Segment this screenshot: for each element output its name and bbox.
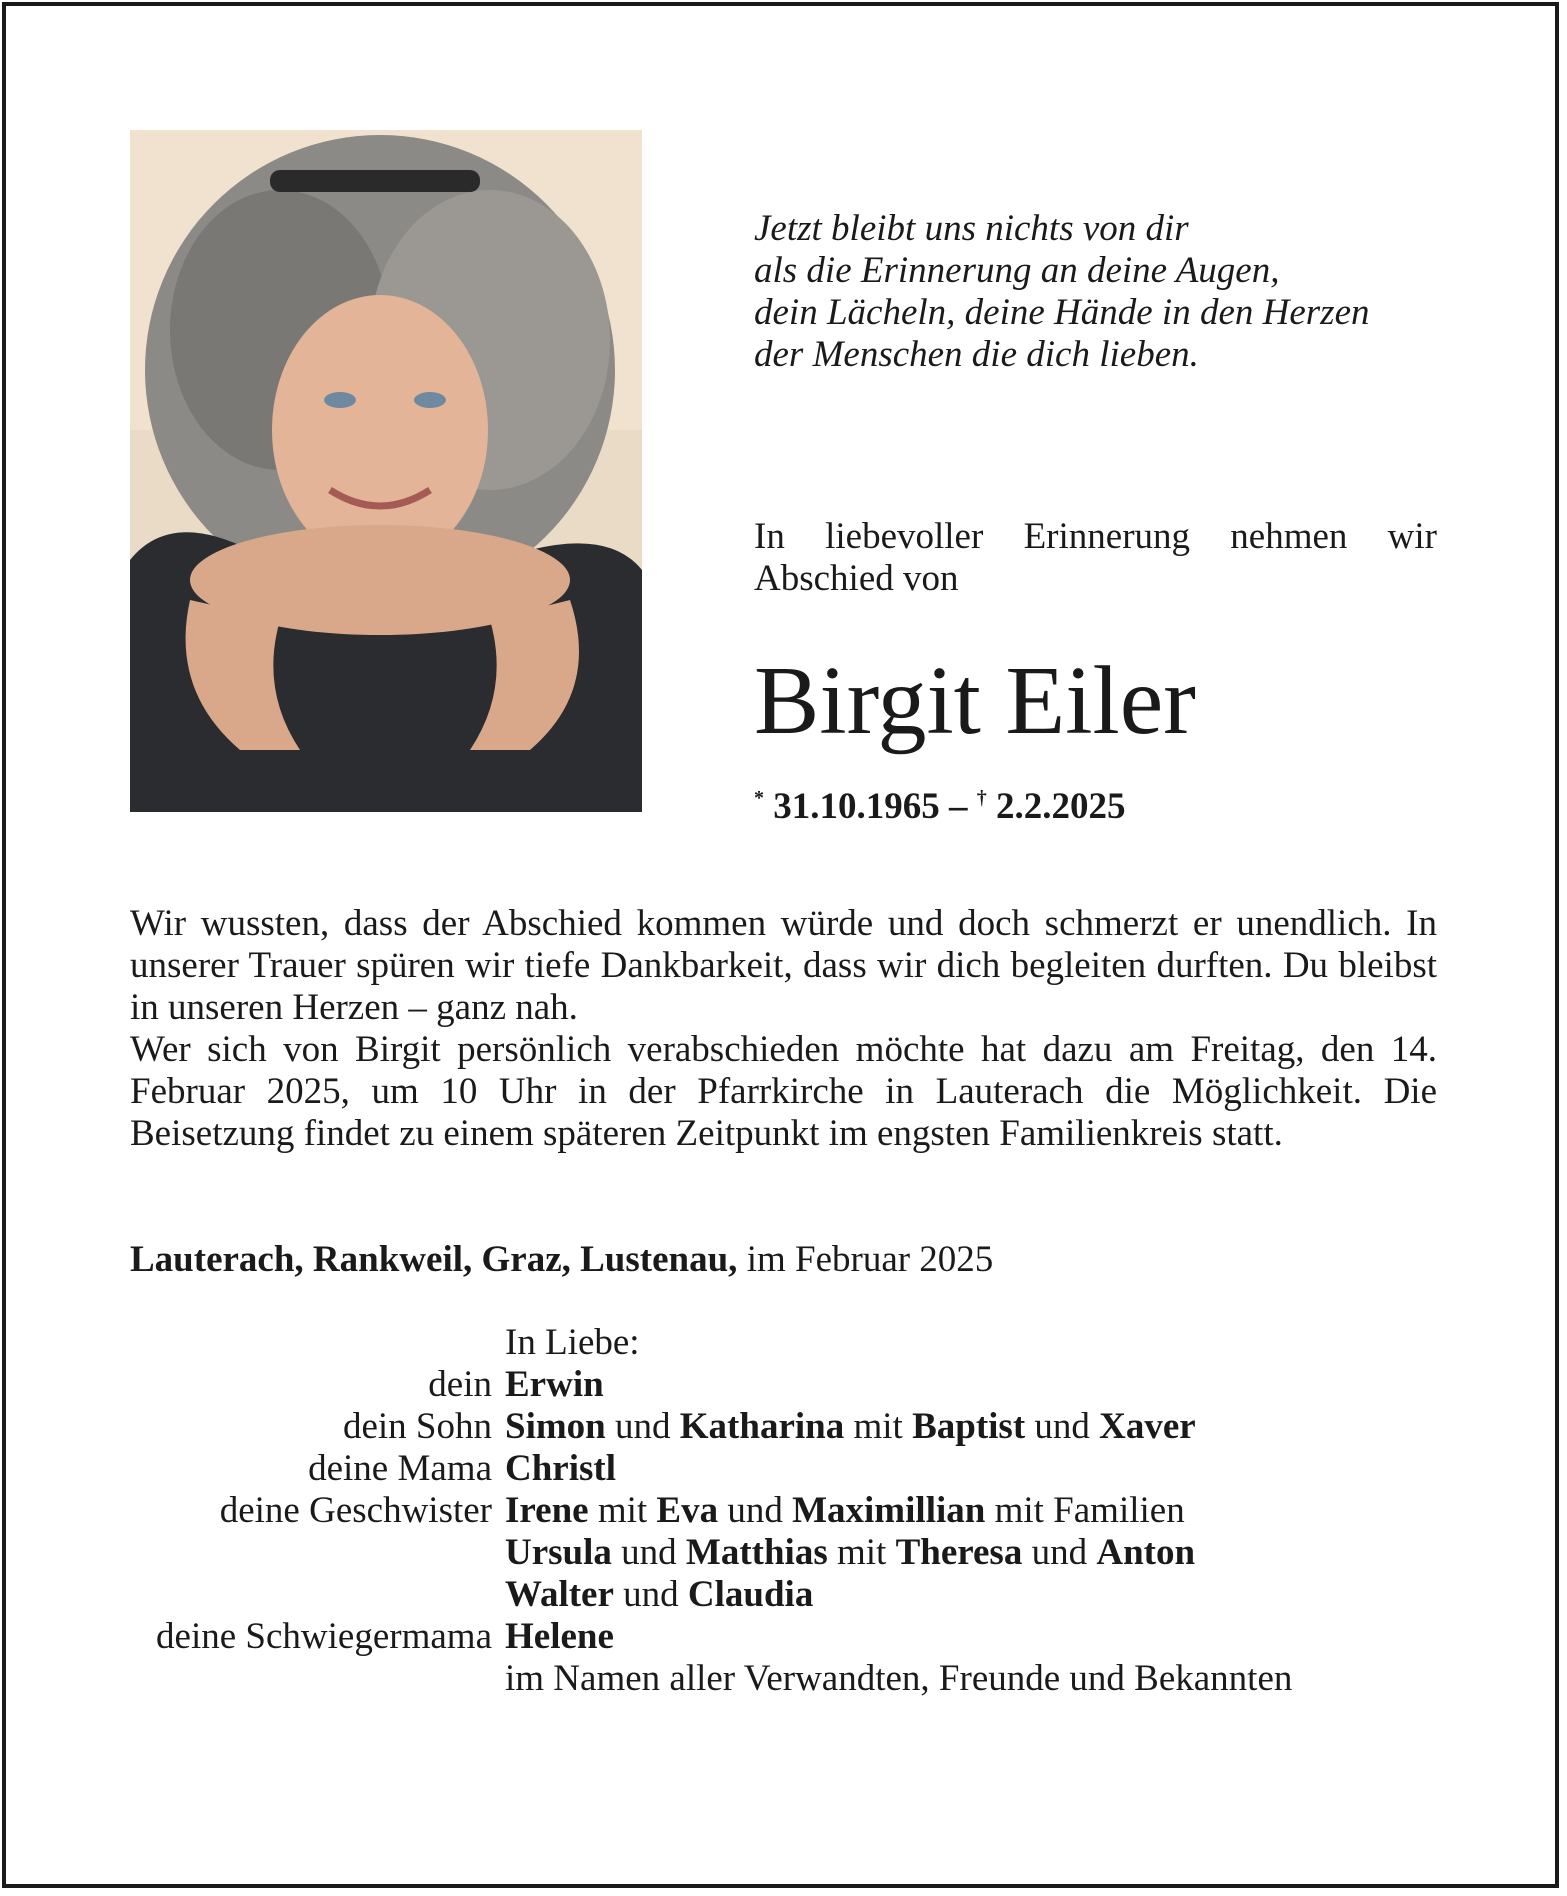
mourner-name: Ursula — [505, 1532, 612, 1573]
verse-line: als die Erinnerung an deine Augen, — [754, 250, 1280, 291]
mourner-row — [80, 1364, 1480, 1406]
mourner-connector: im Namen aller Verwandten, Freunde und Bekannten — [505, 1658, 1293, 1699]
date-separator: – — [949, 786, 968, 827]
mourner-name: Maximillian — [792, 1490, 986, 1531]
mourner-row — [80, 1406, 1480, 1448]
mourner-row — [80, 1490, 1480, 1532]
mourner-names — [505, 1364, 604, 1406]
death-date: 2.2.2025 — [996, 786, 1126, 827]
mourner-connector: mit — [827, 1532, 896, 1573]
place-and-date — [130, 1238, 993, 1282]
mourner-relation: deine Geschwister — [219, 1490, 492, 1531]
verse-line: Jetzt bleibt uns nichts von dir — [754, 208, 1189, 249]
mourner-connector: und — [718, 1490, 793, 1531]
mourner-relation — [80, 1532, 492, 1574]
mourner-relation: dein — [428, 1364, 492, 1405]
mourner-connector: und — [1025, 1406, 1100, 1447]
mourner-connector: und — [1022, 1532, 1097, 1573]
mourner-connector: mit — [844, 1406, 913, 1447]
body-paragraph: Wir wussten, dass der Abschied kommen würde und doch schmerzt er unendlich. In unserer Trauer spüren wir tiefe Dankbarkeit, dass wir dich begleiten durften. Du bleibst in unseren Herzen – ganz nah. — [130, 903, 1437, 1028]
portrait-photo — [130, 130, 642, 812]
mourner-connector: mit — [588, 1490, 657, 1531]
mourner-name: Baptist — [912, 1406, 1026, 1447]
obituary-body — [130, 903, 1437, 1155]
mourner-connector: und — [605, 1406, 680, 1447]
mourners-list — [80, 1322, 1480, 1700]
mourner-connector: mit Familien — [985, 1490, 1185, 1531]
place-date: im Februar 2025 — [746, 1239, 994, 1280]
mourner-relation: deine Mama — [308, 1448, 492, 1489]
birth-date: 31.10.1965 — [773, 786, 940, 827]
mourner-name: Katharina — [679, 1406, 845, 1447]
mourner-names — [505, 1658, 1292, 1700]
mourner-row — [80, 1616, 1480, 1658]
mourner-names — [505, 1490, 1185, 1532]
mourner-connector: und — [613, 1574, 688, 1615]
mourner-name: Erwin — [505, 1364, 604, 1405]
mourner-names — [505, 1532, 1195, 1574]
memorial-verse — [754, 208, 1474, 376]
mourner-row — [80, 1574, 1480, 1616]
mourner-name: Eva — [656, 1490, 719, 1531]
life-dates — [754, 776, 1126, 829]
intro-text: In liebevoller Erinnerung nehmen wir Abschied von — [754, 516, 1437, 599]
mourners-heading: In Liebe: — [505, 1322, 640, 1363]
mourner-name: Helene — [505, 1616, 614, 1657]
deceased-name: Birgit Eiler — [754, 647, 1196, 755]
mourner-relation — [80, 1574, 492, 1616]
mourner-names — [505, 1448, 616, 1490]
mourner-relation: deine Schwiegermama — [156, 1616, 492, 1657]
mourner-name: Theresa — [895, 1532, 1023, 1573]
mourner-names — [505, 1406, 1196, 1448]
mourner-name: Claudia — [687, 1574, 814, 1615]
mourner-connector: und — [611, 1532, 686, 1573]
body-paragraph: Wer sich von Birgit persönlich verabschieden möchte hat dazu am Freitag, den 14. Februar 2025, um 10 Uhr in der Pfarrkirche in Lauterach die Möglichkeit. Die Beisetzung findet zu einem späteren Zeitpunkt im engsten Familienkreis statt. — [130, 1029, 1437, 1154]
mourner-name: Xaver — [1099, 1406, 1196, 1447]
mourner-names — [505, 1574, 813, 1616]
mourner-row — [80, 1448, 1480, 1490]
mourner-name: Anton — [1096, 1532, 1196, 1573]
mourner-names — [505, 1616, 614, 1658]
mourner-relation: dein Sohn — [342, 1406, 492, 1447]
mourner-row — [80, 1532, 1480, 1574]
mourner-name: Christl — [505, 1448, 616, 1489]
mourner-name: Walter — [505, 1574, 614, 1615]
mourner-name: Matthias — [685, 1532, 828, 1573]
mourner-name: Simon — [505, 1406, 606, 1447]
mourner-row — [80, 1658, 1480, 1700]
verse-line: der Menschen die dich lieben. — [754, 334, 1199, 375]
place-towns: Lauterach, Rankweil, Graz, Lustenau, — [130, 1239, 738, 1280]
birth-symbol: * — [754, 787, 764, 809]
mourner-relation — [80, 1658, 492, 1700]
death-symbol: † — [976, 787, 987, 809]
verse-line: dein Lächeln, deine Hände in den Herzen — [754, 292, 1370, 333]
mourner-name: Irene — [505, 1490, 589, 1531]
